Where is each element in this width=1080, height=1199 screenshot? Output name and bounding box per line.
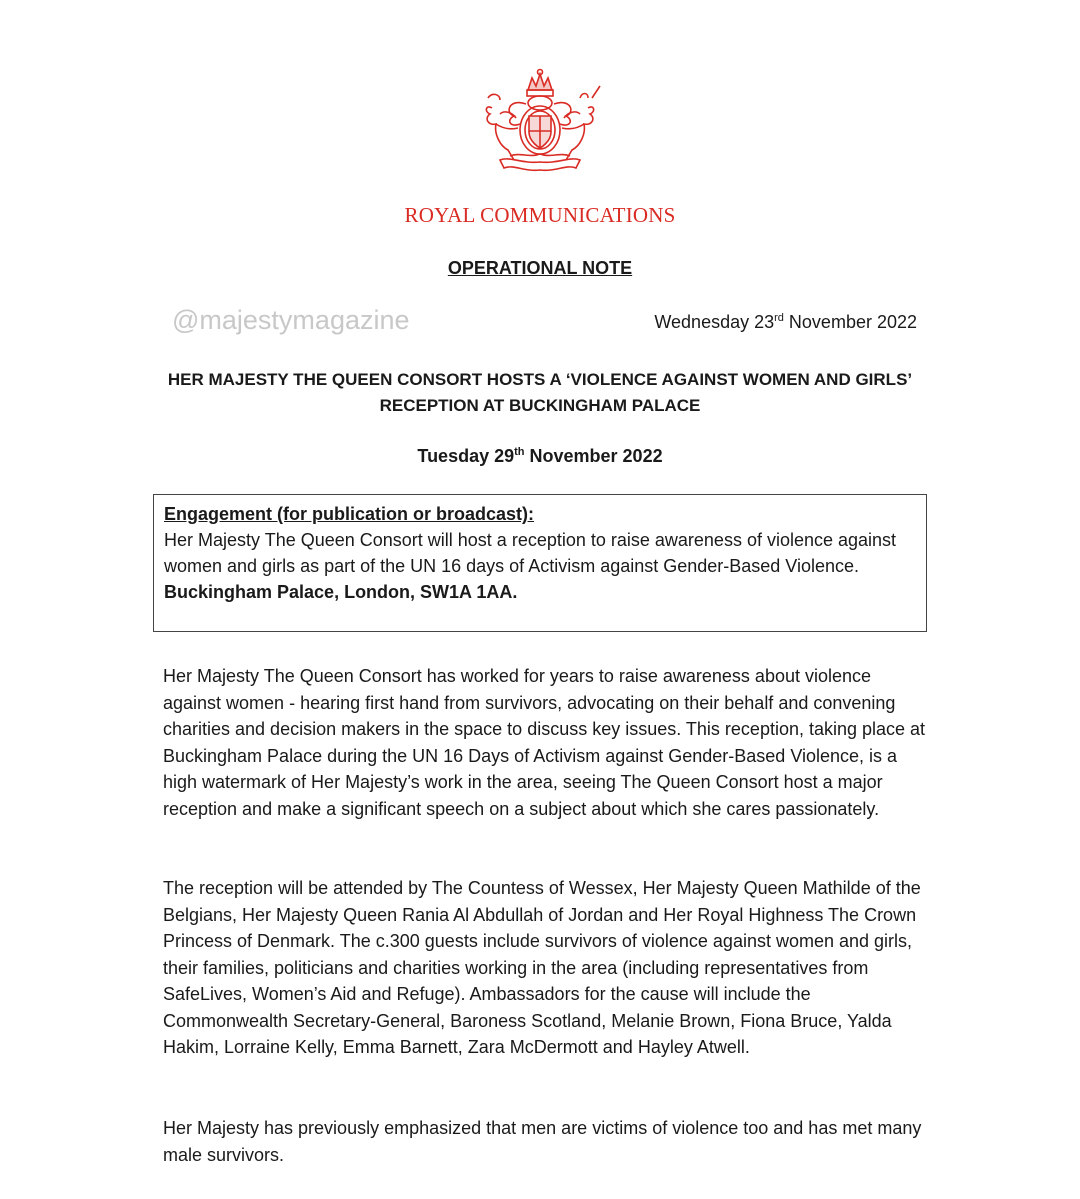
engagement-box <box>153 494 927 632</box>
royal-crest-icon <box>470 68 610 176</box>
office-name: ROYAL COMMUNICATIONS <box>404 203 676 227</box>
issued-date-ordinal: rd <box>774 312 784 324</box>
issued-date-rest: November 2022 <box>783 312 917 332</box>
event-date-rest: November 2022 <box>524 446 663 466</box>
body-paragraph-1: Her Majesty The Queen Consort has worked for years to raise awareness about violence against women - hearing first hand from survivors, advocating on their behalf and convening charities and decision makers in the space to discuss key issues. This reception, taking place at Buckingham Palace during the UN 16 Days of Activism against Gender-Based Violence, is a high watermark of Her Majesty’s work in the area, seeing The Queen Consort host a major reception and make a significant speech on a subject about which she cares passionately. <box>163 666 926 819</box>
issued-date-main: Wednesday 23 <box>654 312 775 332</box>
document-type-heading: OPERATIONAL NOTE <box>447 258 633 278</box>
event-date <box>0 446 1080 467</box>
event-date-main: Tuesday 29 <box>417 446 515 466</box>
engagement-address: Buckingham Palace, London, SW1A 1AA. <box>164 582 518 602</box>
body-paragraph-2: The reception will be attended by The Countess of Wessex, Her Majesty Queen Mathilde of the Belgians, Her Majesty Queen Rania Al Abdullah of Jordan and Her Royal Highness The Crown Princess of Denmark. The c.300 guests include survivors of violence against women and girls, their families, politicians and charities working in the area (including representatives from SafeLives, Women’s Aid and Refuge). Ambassadors for the cause will include the Commonwealth Secretary-General, Baroness Scotland, Melanie Brown, Fiona Bruce, Yalda Hakim, Lorraine Kelly, Emma Barnett, Zara McDermott and Hayley Atwell. <box>163 878 921 1057</box>
engagement-text: Her Majesty The Queen Consort will host a reception to raise awareness of violence against women and girls as part of the UN 16 days of Activism against Gender-Based Violence. <box>164 530 897 576</box>
body-paragraph-3: Her Majesty has previously emphasized that men are victims of violence too and has met many male survivors. <box>163 1118 922 1165</box>
issued-date <box>654 312 917 333</box>
engagement-body <box>164 527 916 605</box>
event-date-ordinal: th <box>514 446 525 458</box>
headline: HER MAJESTY THE QUEEN CONSORT HOSTS A ‘VIOLENCE AGAINST WOMEN AND GIRLS’ RECEPTION AT BUCKINGHAM PALACE <box>167 370 913 415</box>
watermark-handle: @majestymagazine <box>172 305 410 335</box>
engagement-title: Engagement (for publication or broadcast): <box>164 504 535 524</box>
